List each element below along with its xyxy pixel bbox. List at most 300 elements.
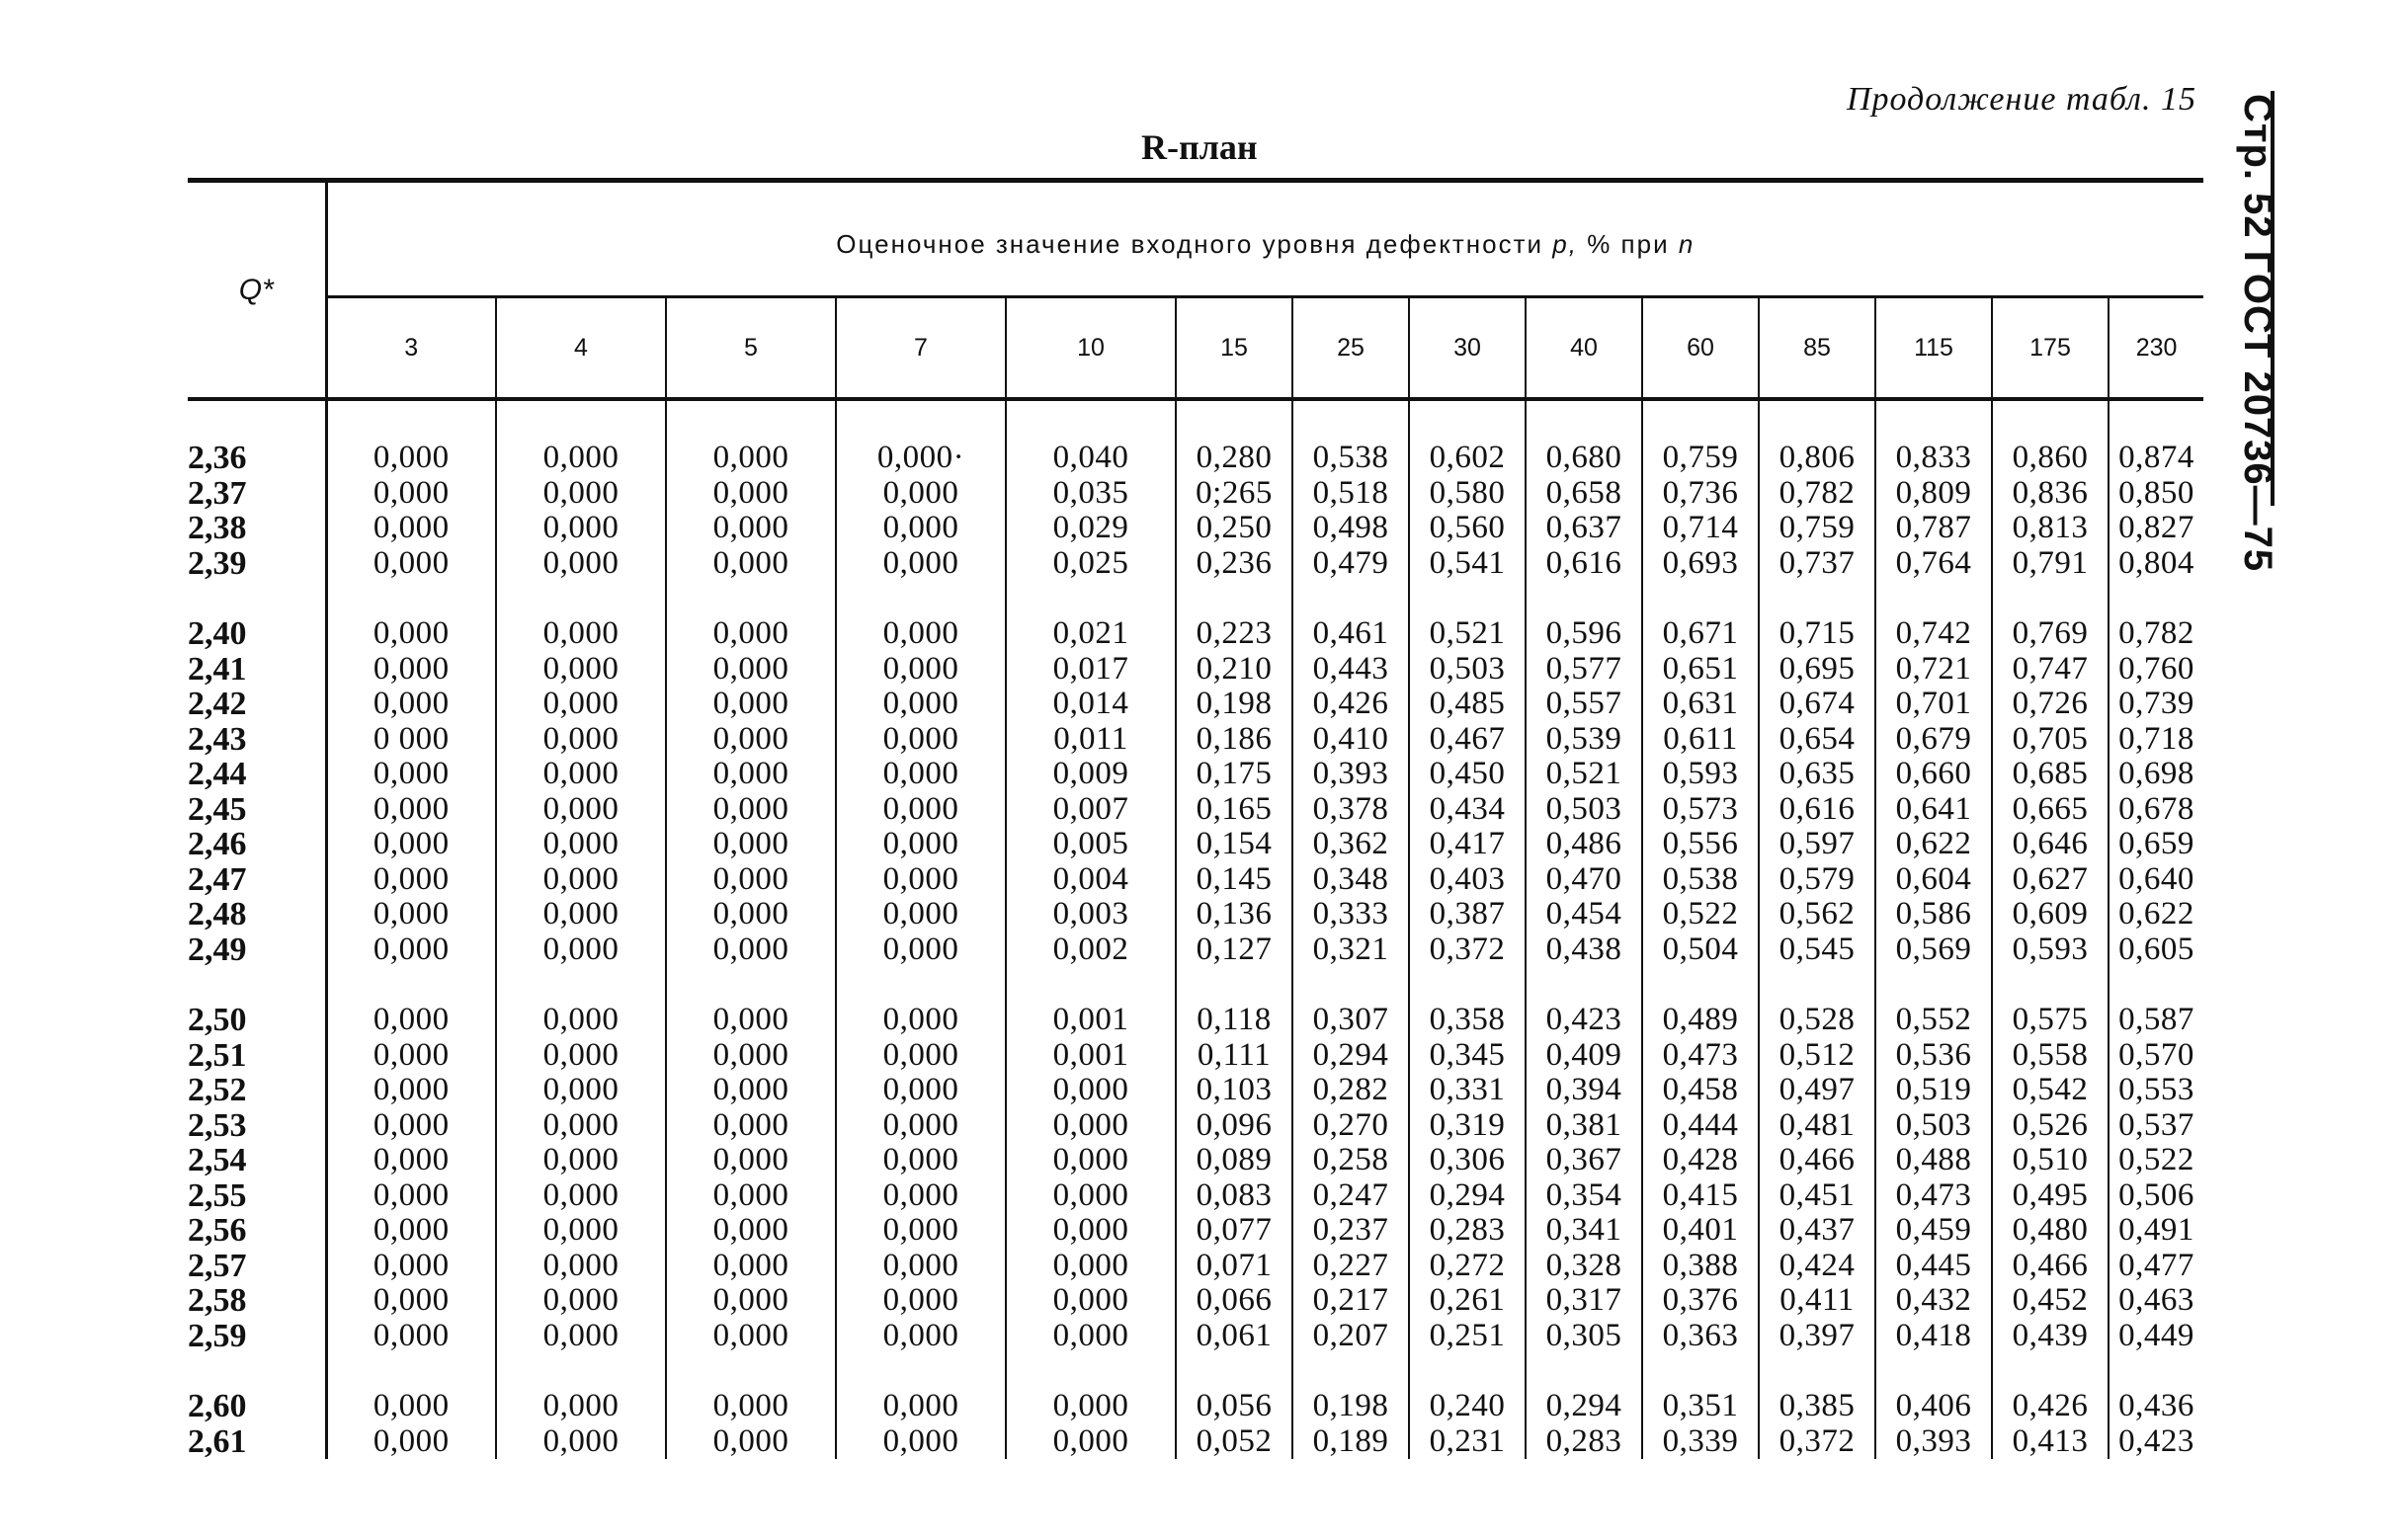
- defect-value-cell: 0,118: [1176, 1003, 1292, 1038]
- defect-value-cell: 0,000: [326, 1249, 496, 1284]
- defect-value-cell: 0,769: [1992, 616, 2109, 652]
- defect-value-cell: 0,261: [1409, 1283, 1526, 1319]
- defect-value-cell: 0,787: [1875, 511, 1992, 546]
- defect-value-cell: 0,217: [1292, 1283, 1409, 1319]
- spacer-cell: [188, 1353, 326, 1389]
- defect-value-cell: 0,000: [496, 1249, 666, 1284]
- defect-value-cell: 0,000: [496, 616, 666, 652]
- defect-value-cell: 0,521: [1409, 616, 1526, 652]
- spacer-cell: [1992, 581, 2109, 616]
- defect-value-cell: 0,593: [1992, 932, 2109, 968]
- defect-value-cell: 0,000: [666, 1073, 836, 1108]
- defect-value-cell: 0,189: [1292, 1424, 1409, 1460]
- defect-value-cell: 0,000: [836, 546, 1006, 582]
- defect-value-cell: 0,145: [1176, 862, 1292, 898]
- q-value-cell: 2,46: [188, 827, 326, 862]
- table-row: [188, 1038, 2203, 1074]
- spacer-cell: [666, 1353, 836, 1389]
- q-value-cell: 2,56: [188, 1213, 326, 1249]
- defect-value-cell: 0,283: [1526, 1424, 1642, 1460]
- table-row: [188, 862, 2203, 898]
- table-row: [188, 652, 2203, 688]
- defect-value-cell: 0,759: [1759, 511, 1875, 546]
- spacer-cell: [836, 967, 1006, 1003]
- defect-value-cell: 0,000: [666, 476, 836, 512]
- defect-value-cell: 0,463: [2118, 1282, 2194, 1319]
- defect-value-cell: 0,354: [1526, 1178, 1642, 1214]
- defect-value-cell: 0,000: [836, 687, 1006, 722]
- defect-value-cell: 0,477: [2118, 1247, 2194, 1283]
- defect-value-cell: 0,000: [666, 441, 836, 476]
- spacer-cell: [326, 399, 496, 441]
- defect-value-cell: 0,021: [1006, 616, 1176, 652]
- defect-value-cell: 0,001: [1006, 1038, 1176, 1074]
- spacer-cell: [666, 967, 836, 1003]
- defect-value-cell: 0,000: [326, 616, 496, 652]
- q-value-cell: 2,50: [188, 1003, 326, 1038]
- defect-value-cell: 0,423: [2118, 1422, 2194, 1459]
- defect-value-cell: 0,000: [1006, 1178, 1176, 1214]
- defect-value-cell: 0,000: [496, 1213, 666, 1249]
- spacer-cell: [496, 1353, 666, 1389]
- defect-value-cell: 0,693: [1642, 546, 1759, 582]
- defect-value-cell: 0,473: [1642, 1038, 1759, 1074]
- defect-value-cell: 0,541: [1409, 546, 1526, 582]
- defect-value-cell: 0,498: [1292, 511, 1409, 546]
- group-column-header: [326, 181, 2203, 297]
- defect-value-cell: 0,539: [1526, 722, 1642, 758]
- spacer-cell: [188, 399, 326, 441]
- spacer-cell: [496, 399, 666, 441]
- defect-value-cell: 0,742: [1875, 616, 1992, 652]
- spacer-cell: [1759, 1353, 1875, 1389]
- defect-value-cell: 0,000: [496, 511, 666, 546]
- defect-value-cell: 0,000: [1006, 1319, 1176, 1354]
- defect-value-cell: 0,000: [666, 652, 836, 688]
- defect-value-cell: 0,236: [1176, 546, 1292, 582]
- defect-value-cell: 0,000: [836, 652, 1006, 688]
- defect-value-cell: 0,481: [1759, 1108, 1875, 1144]
- defect-value-cell: 0,000: [326, 932, 496, 968]
- defect-value-cell: 0,000: [326, 897, 496, 932]
- defect-value-cell: 0,569: [1875, 932, 1992, 968]
- defect-value-cell: 0,294: [1292, 1038, 1409, 1074]
- defect-value-cell: 0,782: [2118, 615, 2194, 652]
- defect-value-cell: 0,000: [836, 862, 1006, 898]
- spacer-cell: [1642, 1353, 1759, 1389]
- defect-value-cell: 0,000: [326, 1003, 496, 1038]
- spacer-cell: [496, 581, 666, 616]
- defect-value-cell: 0,000: [326, 1389, 496, 1424]
- defect-value-cell: 0,454: [1526, 897, 1642, 932]
- defect-value-cell: 0,372: [1409, 932, 1526, 968]
- defect-value-cell: 0,411: [1759, 1283, 1875, 1319]
- table-row: [188, 1073, 2203, 1108]
- defect-value-cell: 0,351: [1642, 1389, 1759, 1424]
- defect-value-cell: 0,737: [1759, 546, 1875, 582]
- defect-value-cell: 0,000: [326, 1038, 496, 1074]
- defect-value-cell: 0,609: [1992, 897, 2109, 932]
- q-value-cell: 2,57: [188, 1249, 326, 1284]
- defect-value-cell: 0,029: [1006, 511, 1176, 546]
- defect-value-cell: 0,651: [1642, 652, 1759, 688]
- defect-value-cell: 0,331: [1409, 1073, 1526, 1108]
- defect-value-cell: 0,522: [1642, 897, 1759, 932]
- defect-value-cell: 0,000: [496, 862, 666, 898]
- defect-value-cell: 0,000: [836, 1389, 1006, 1424]
- defect-value-cell: 0,726: [1992, 687, 2109, 722]
- defect-value-cell: 0,486: [1526, 827, 1642, 862]
- defect-value-cell: 0,000: [496, 1389, 666, 1424]
- q-value-cell: 2,42: [188, 687, 326, 722]
- defect-value-cell: 0,388: [1642, 1249, 1759, 1284]
- defect-value-cell: 0,705: [1992, 722, 2109, 758]
- defect-value-cell: 0,397: [1759, 1319, 1875, 1354]
- defect-value-cell: 0,066: [1176, 1283, 1292, 1319]
- table-row: [188, 1003, 2203, 1038]
- defect-value-cell: 0,000: [666, 1143, 836, 1178]
- defect-value-cell: 0,449: [2118, 1317, 2194, 1353]
- defect-value-cell: 0,251: [1409, 1319, 1526, 1354]
- spacer-cell: [1409, 399, 1526, 441]
- defect-value-cell: 0,611: [1642, 722, 1759, 758]
- defect-value-cell: 0,282: [1292, 1073, 1409, 1108]
- spacer-cell: [1292, 1353, 1409, 1389]
- spacer-cell: [836, 581, 1006, 616]
- group-header-suffix: % при: [1587, 228, 1670, 259]
- spacer-cell: [2109, 967, 2203, 1003]
- defect-value-cell: 0,000: [666, 722, 836, 758]
- defect-value-cell: 0,000: [326, 1319, 496, 1354]
- defect-value-cell: 0,007: [1006, 792, 1176, 828]
- defect-value-cell: 0,418: [1875, 1319, 1992, 1354]
- defect-value-cell: 0,485: [1409, 687, 1526, 722]
- plan-title: R-план: [1141, 127, 1258, 167]
- defect-value-cell: 0,000: [496, 1108, 666, 1144]
- defect-value-cell: 0,198: [1292, 1389, 1409, 1424]
- spacer-cell: [1642, 399, 1759, 441]
- q-value-cell: 2,40: [188, 616, 326, 652]
- defect-value-cell: 0,605: [2118, 931, 2194, 967]
- defect-value-cell: 0,000: [496, 897, 666, 932]
- defect-value-cell: 0,000: [1006, 1073, 1176, 1108]
- defect-value-cell: 0,000: [666, 1003, 836, 1038]
- defect-value-cell: 0,437: [1759, 1213, 1875, 1249]
- spacer-cell: [1642, 581, 1759, 616]
- defect-value-cell: 0,393: [1875, 1424, 1992, 1460]
- spacer-cell: [188, 967, 326, 1003]
- defect-value-cell: 0,512: [1759, 1038, 1875, 1074]
- table-row: [188, 1249, 2203, 1284]
- defect-value-cell: 0,227: [1292, 1249, 1409, 1284]
- n-column-header: 25: [1292, 297, 1409, 400]
- defect-value-cell: 0,718: [2118, 720, 2194, 757]
- q-value-cell: 2,44: [188, 757, 326, 792]
- spacer-cell: [1292, 581, 1409, 616]
- p-hat-symbol: p,: [1552, 228, 1578, 259]
- defect-value-cell: 0,000: [666, 1389, 836, 1424]
- defect-value-cell: 0,000: [326, 1073, 496, 1108]
- defect-value-cell: 0,518: [1292, 476, 1409, 512]
- defect-value-cell: 0,103: [1176, 1073, 1292, 1108]
- n-column-header: 7: [836, 297, 1006, 400]
- spacer-cell: [2109, 399, 2203, 441]
- defect-value-cell: 0,154: [1176, 827, 1292, 862]
- defect-value-cell: 0,560: [1409, 511, 1526, 546]
- defect-value-cell: 0,538: [1642, 862, 1759, 898]
- n-column-header: 5: [666, 297, 836, 400]
- defect-value-cell: 0,198: [1176, 687, 1292, 722]
- table-row: [188, 897, 2203, 932]
- spacer-cell: [1176, 399, 1292, 441]
- q-value-cell: 2,48: [188, 897, 326, 932]
- defect-value-cell: 0,025: [1006, 546, 1176, 582]
- defect-value-cell: 0,000: [496, 1178, 666, 1214]
- defect-value-cell: 0,860: [1992, 441, 2109, 476]
- defect-value-cell: 0,000: [496, 757, 666, 792]
- n-column-header: 115: [1875, 297, 1992, 400]
- defect-value-cell: 0,319: [1409, 1108, 1526, 1144]
- defect-value-cell: 0,111: [1176, 1038, 1292, 1074]
- defect-value-cell: 0,385: [1759, 1389, 1875, 1424]
- defect-value-cell: 0,000: [326, 1108, 496, 1144]
- defect-value-cell: 0,575: [1992, 1003, 2109, 1038]
- defect-value-cell: 0,627: [1992, 862, 2109, 898]
- defect-value-cell: 0,014: [1006, 687, 1176, 722]
- spacer-cell: [496, 967, 666, 1003]
- defect-value-cell: 0,000: [836, 1319, 1006, 1354]
- defect-value-cell: 0,237: [1292, 1213, 1409, 1249]
- group-header-prefix: Оценочное значение входного уровня дефектности: [836, 228, 1544, 259]
- defect-value-cell: 0,836: [1992, 476, 2109, 512]
- spacer-cell: [1006, 967, 1176, 1003]
- defect-value-cell: 0,207: [1292, 1319, 1409, 1354]
- defect-value-cell: 0,000: [326, 441, 496, 476]
- defect-value-cell: 0,061: [1176, 1319, 1292, 1354]
- defect-value-cell: 0,283: [1409, 1213, 1526, 1249]
- defect-value-cell: 0,002: [1006, 932, 1176, 968]
- defect-value-cell: 0,000: [666, 792, 836, 828]
- defect-value-cell: 0,631: [1642, 687, 1759, 722]
- spacer-cell: [2109, 581, 2203, 616]
- defect-value-cell: 0,001: [1006, 1003, 1176, 1038]
- defect-value-cell: 0,521: [1526, 757, 1642, 792]
- defect-value-cell: 0,573: [1642, 792, 1759, 828]
- defect-value-cell: 0,258: [1292, 1143, 1409, 1178]
- defect-value-cell: 0,680: [1526, 441, 1642, 476]
- defect-value-cell: 0;265: [1176, 476, 1292, 512]
- defect-value-cell: 0,000: [836, 1213, 1006, 1249]
- defect-value-cell: 0,491: [2118, 1212, 2194, 1249]
- defect-value-cell: 0,000: [326, 1283, 496, 1319]
- q-value-cell: 2,60: [188, 1389, 326, 1424]
- defect-value-cell: 0,000: [326, 1143, 496, 1178]
- defect-value-cell: 0,306: [1409, 1143, 1526, 1178]
- defect-value-cell: 0,415: [1642, 1178, 1759, 1214]
- defect-value-cell: 0,622: [1875, 827, 1992, 862]
- defect-value-cell: 0,452: [1992, 1283, 2109, 1319]
- n-symbol: n: [1678, 228, 1696, 259]
- defect-value-cell: 0,000: [496, 1073, 666, 1108]
- spacer-cell: [1006, 581, 1176, 616]
- defect-value-cell: 0,654: [1759, 722, 1875, 758]
- defect-value-cell: 0,488: [1875, 1143, 1992, 1178]
- q-value-cell: 2,52: [188, 1073, 326, 1108]
- defect-value-cell: 0,035: [1006, 476, 1176, 512]
- defect-value-cell: 0,000: [836, 1249, 1006, 1284]
- defect-value-cell: 0,367: [1526, 1143, 1642, 1178]
- defect-value-cell: 0,372: [1759, 1424, 1875, 1460]
- defect-value-cell: 0,000: [666, 511, 836, 546]
- defect-value-cell: 0,394: [1526, 1073, 1642, 1108]
- defect-value-cell: 0,715: [1759, 616, 1875, 652]
- defect-value-cell: 0,764: [1875, 546, 1992, 582]
- group-spacer: [188, 399, 2203, 441]
- defect-value-cell: 0,000: [836, 722, 1006, 758]
- defect-value-cell: 0,000: [326, 757, 496, 792]
- defect-value-cell: 0,376: [1642, 1283, 1759, 1319]
- spacer-cell: [1292, 399, 1409, 441]
- spacer-cell: [1526, 967, 1642, 1003]
- defect-value-cell: 0,436: [2118, 1388, 2194, 1424]
- spacer-cell: [1875, 1353, 1992, 1389]
- defect-value-cell: 0,536: [1875, 1038, 1992, 1074]
- defect-value-cell: 0,782: [1759, 476, 1875, 512]
- defect-value-cell: 0,432: [1875, 1283, 1992, 1319]
- defect-value-cell: 0,000: [326, 511, 496, 546]
- defect-value-cell: 0,000: [666, 862, 836, 898]
- defect-value-cell: 0,736: [1642, 476, 1759, 512]
- group-spacer: [188, 581, 2203, 616]
- defect-value-cell: 0,000: [496, 1143, 666, 1178]
- defect-value-cell: 0,450: [1409, 757, 1526, 792]
- defect-value-cell: 0,000: [496, 546, 666, 582]
- defect-value-cell: 0,813: [1992, 511, 2109, 546]
- defect-value-cell: 0,443: [1292, 652, 1409, 688]
- defect-value-cell: 0,052: [1176, 1424, 1292, 1460]
- defect-value-cell: 0,000: [1006, 1143, 1176, 1178]
- defect-value-cell: 0,280: [1176, 441, 1292, 476]
- defect-value-cell: 0,671: [1642, 616, 1759, 652]
- table-row: [188, 1424, 2203, 1460]
- defect-value-cell: 0,307: [1292, 1003, 1409, 1038]
- defect-value-cell: 0,000: [666, 1178, 836, 1214]
- defect-value-cell: 0,461: [1292, 616, 1409, 652]
- defect-value-cell: 0,000: [326, 476, 496, 512]
- n-column-header: 230: [2109, 297, 2203, 400]
- q-value-cell: 2,41: [188, 652, 326, 688]
- defect-value-cell: 0,000: [326, 1424, 496, 1460]
- defect-value-cell: 0,210: [1176, 652, 1292, 688]
- defect-value-cell: 0,000: [1006, 1213, 1176, 1249]
- defect-value-cell: 0,579: [1759, 862, 1875, 898]
- defect-value-cell: 0,083: [1176, 1178, 1292, 1214]
- defect-value-cell: 0,017: [1006, 652, 1176, 688]
- defect-value-cell: 0,659: [2118, 826, 2194, 862]
- defect-value-cell: 0,000: [836, 1283, 1006, 1319]
- defect-value-cell: 0,417: [1409, 827, 1526, 862]
- defect-value-cell: 0,333: [1292, 897, 1409, 932]
- table-row: [188, 722, 2203, 758]
- defect-value-cell: 0,000: [836, 1108, 1006, 1144]
- defect-value-cell: 0,596: [1526, 616, 1642, 652]
- defect-value-cell: 0,165: [1176, 792, 1292, 828]
- spacer-cell: [1526, 1353, 1642, 1389]
- defect-value-cell: 0,552: [1875, 1003, 1992, 1038]
- defect-value-cell: 0,545: [1759, 932, 1875, 968]
- spacer-cell: [1992, 399, 2109, 441]
- defect-value-cell: 0,679: [1875, 722, 1992, 758]
- defect-value-cell: 0,538: [1292, 441, 1409, 476]
- defect-value-cell: 0,480: [1992, 1213, 2109, 1249]
- defect-value-cell: 0,438: [1526, 932, 1642, 968]
- defect-value-cell: 0,000: [326, 792, 496, 828]
- table-row: [188, 1108, 2203, 1144]
- defect-value-cell: 0,000: [326, 862, 496, 898]
- defect-value-cell: 0,000: [666, 1108, 836, 1144]
- defect-value-cell: 0,467: [1409, 722, 1526, 758]
- table-row: [188, 687, 2203, 722]
- spacer-cell: [1875, 399, 1992, 441]
- defect-value-cell: 0,223: [1176, 616, 1292, 652]
- defect-value-cell: 0,011: [1006, 722, 1176, 758]
- defect-value-cell: 0,409: [1526, 1038, 1642, 1074]
- spacer-cell: [1526, 399, 1642, 441]
- q-value-cell: 2,51: [188, 1038, 326, 1074]
- defect-value-cell: 0,272: [1409, 1249, 1526, 1284]
- spacer-cell: [326, 581, 496, 616]
- defect-value-cell: 0,665: [1992, 792, 2109, 828]
- spacer-cell: [1006, 1353, 1176, 1389]
- q-value-cell: 2,45: [188, 792, 326, 828]
- defect-value-cell: 0,714: [1642, 511, 1759, 546]
- spacer-cell: [836, 399, 1006, 441]
- defect-value-cell: 0,358: [1409, 1003, 1526, 1038]
- defect-value-cell: 0,489: [1642, 1003, 1759, 1038]
- defect-value-cell: 0,458: [1642, 1073, 1759, 1108]
- spacer-cell: [1176, 581, 1292, 616]
- defect-value-cell: 0,000: [496, 932, 666, 968]
- defect-value-cell: 0,557: [1526, 687, 1642, 722]
- defect-value-cell: 0,434: [1409, 792, 1526, 828]
- defect-value-cell: 0,616: [1759, 792, 1875, 828]
- spacer-cell: [1409, 1353, 1526, 1389]
- defect-value-cell: 0,760: [2118, 650, 2194, 687]
- spacer-cell: [1176, 1353, 1292, 1389]
- defect-value-cell: 0,000: [496, 1283, 666, 1319]
- q-value-cell: 2,36: [188, 441, 326, 476]
- defect-value-cell: 0,000: [326, 827, 496, 862]
- defect-value-cell: 0,363: [1642, 1319, 1759, 1354]
- n-column-header: 3: [326, 297, 496, 400]
- defect-value-cell: 0,004: [1006, 862, 1176, 898]
- defect-value-cell: 0,040: [1006, 441, 1176, 476]
- defect-value-cell: 0,406: [1875, 1389, 1992, 1424]
- defect-value-cell: 0,660: [1875, 757, 1992, 792]
- spacer-cell: [1526, 581, 1642, 616]
- table-row: [188, 757, 2203, 792]
- defect-value-cell: 0,701: [1875, 687, 1992, 722]
- defect-value-cell: 0,426: [1992, 1389, 2109, 1424]
- defect-value-cell: 0,721: [1875, 652, 1992, 688]
- defect-value-cell: 0,510: [1992, 1143, 2109, 1178]
- defect-value-cell: 0,000: [836, 1178, 1006, 1214]
- defect-value-cell: 0,466: [1992, 1249, 2109, 1284]
- defect-value-cell: 0,000: [1006, 1249, 1176, 1284]
- q-value-cell: 2,53: [188, 1108, 326, 1144]
- defect-value-cell: 0,759: [1642, 441, 1759, 476]
- defect-value-cell: 0,305: [1526, 1319, 1642, 1354]
